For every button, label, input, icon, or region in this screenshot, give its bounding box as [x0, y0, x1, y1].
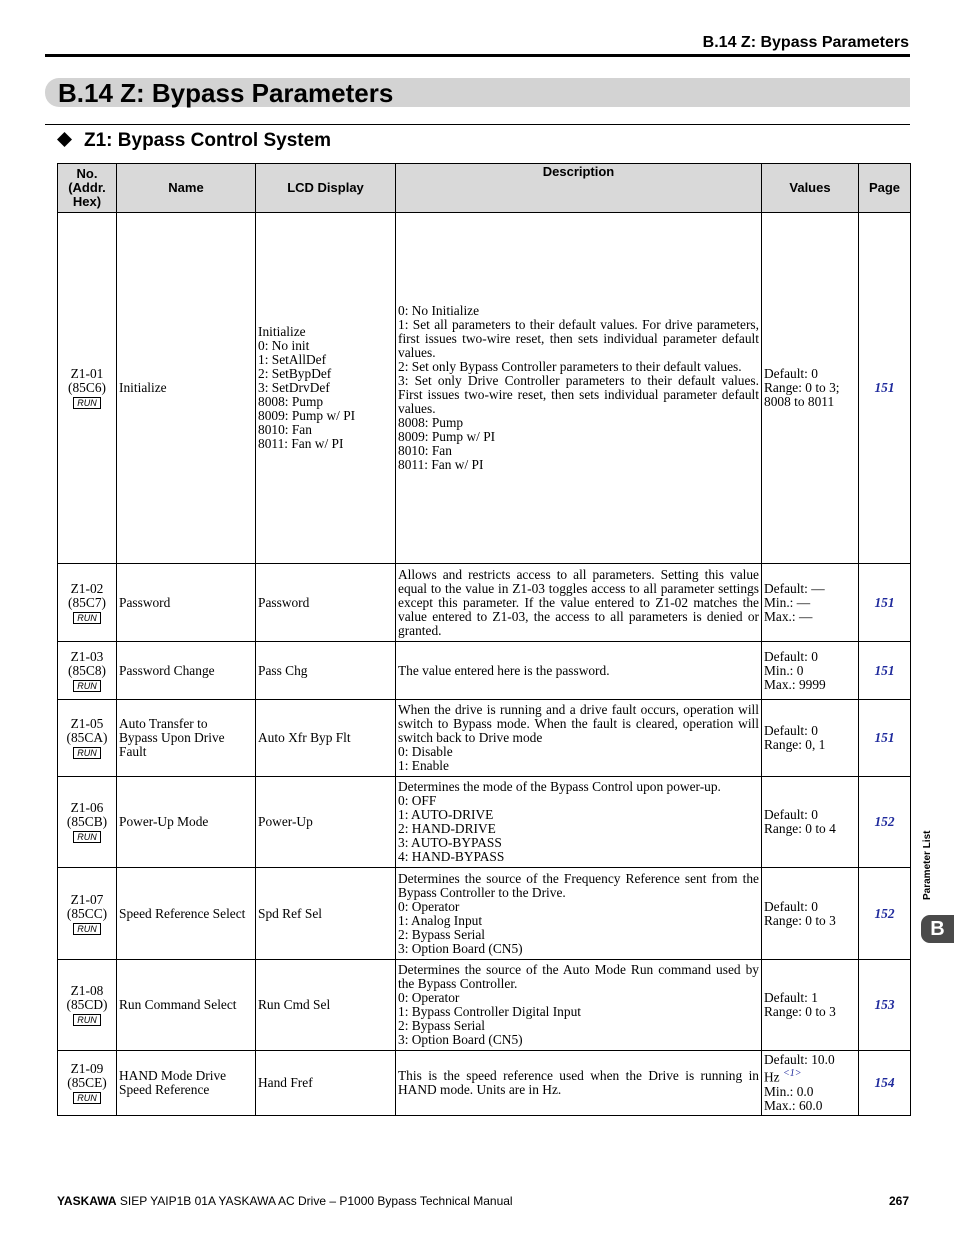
- table-row: [58, 868, 911, 960]
- table-row: [58, 777, 911, 868]
- header-lcd-display: LCD Display: [256, 164, 396, 213]
- side-label: Parameter List: [922, 830, 933, 900]
- param-number: Z1-02 (85C7) RUN: [58, 564, 117, 642]
- header-no: No. (Addr. Hex): [58, 164, 117, 213]
- param-name: Initialize: [117, 213, 256, 564]
- table-row: [58, 213, 911, 564]
- param-description: Determines the source of the Frequency Reference sent from the Bypass Controller to the Drive. 0: Operator 1: Analog Input 2: Bypass Serial 3: Option Board (CN5): [396, 868, 762, 960]
- page-link[interactable]: 151: [859, 213, 911, 564]
- header-values: Values: [762, 164, 859, 213]
- diamond-bullet-icon: [57, 132, 72, 147]
- param-lcd: Run Cmd Sel: [256, 960, 396, 1051]
- param-description: When the drive is running and a drive fault occurs, operation will switch to Bypass mode. When the fault is cleared, operation will switch back to Drive mode 0: Disable 1: Enable: [396, 700, 762, 777]
- param-description: 0: No Initialize 1: Set all parameters to their default values. For drive parameters, first issues two-wire reset, then sets individual parameter default values. 2: Set only Bypass Controller parameters to their default values. 3: Set only Drive Controller parameters to their default values. First issues two-wire reset, then sets individual parameter default values. 8008: Pump 8009: Pump w/ PI 8010: Fan 8011: Fan w/ PI: [396, 213, 762, 564]
- footer-text: YASKAWA SIEP YAIP1B 01A YASKAWA AC Drive – P1000 Bypass Technical Manual: [57, 1194, 513, 1208]
- section-rule: [45, 124, 910, 125]
- param-description: Determines the mode of the Bypass Control upon power-up. 0: OFF 1: AUTO-DRIVE 2: HAND-DRIVE 3: AUTO-BYPASS 4: HAND-BYPASS: [396, 777, 762, 868]
- param-values: Default: — Min.: — Max.: —: [762, 564, 859, 642]
- param-lcd: Spd Ref Sel: [256, 868, 396, 960]
- run-badge: RUN: [73, 747, 101, 759]
- param-number: Z1-09 (85CE) RUN: [58, 1051, 117, 1116]
- table-row: [58, 700, 911, 777]
- run-badge: RUN: [73, 1092, 101, 1104]
- param-values: Default: 0 Min.: 0 Max.: 9999: [762, 642, 859, 700]
- subsection-title: Z1: Bypass Control System: [84, 130, 332, 151]
- param-name: Password: [117, 564, 256, 642]
- parameter-table: [57, 163, 911, 1116]
- param-number: Z1-03 (85C8) RUN: [58, 642, 117, 700]
- param-number: Z1-06 (85CB) RUN: [58, 777, 117, 868]
- param-lcd: Power-Up: [256, 777, 396, 868]
- param-values: Default: 1 Range: 0 to 3: [762, 960, 859, 1051]
- page-link[interactable]: 152: [859, 777, 911, 868]
- header-description: Description: [396, 164, 762, 213]
- param-number: Z1-07 (85CC) RUN: [58, 868, 117, 960]
- param-description: This is the speed reference used when the Drive is running in HAND mode. Units are in Hz.: [396, 1051, 762, 1116]
- run-badge: RUN: [73, 923, 101, 935]
- header-page: Page: [859, 164, 911, 213]
- running-head: B.14 Z: Bypass Parameters: [702, 34, 909, 51]
- page-link[interactable]: 153: [859, 960, 911, 1051]
- param-values: Default: 0 Range: 0 to 3: [762, 868, 859, 960]
- param-values: Default: 0 Range: 0, 1: [762, 700, 859, 777]
- param-description: The value entered here is the password.: [396, 642, 762, 700]
- param-lcd: Pass Chg: [256, 642, 396, 700]
- param-values: Default: 10.0 Hz $^{<1>}$ Min.: 0.0 Max.: 60.0: [762, 1051, 859, 1116]
- param-name: Password Change: [117, 642, 256, 700]
- param-name: Auto Transfer to Bypass Upon Drive Fault: [117, 700, 256, 777]
- section-title: B.14 Z: Bypass Parameters: [58, 78, 394, 108]
- param-values: Default: 0 Range: 0 to 3; 8008 to 8011: [762, 213, 859, 564]
- param-description: Allows and restricts access to all parameters. Setting this value equal to the value in Z1-03 toggles access to all parameter settings except this parameter. If the value entered to Z1-02 matches the value entered to Z1-03, the access to all parameters is denied or granted.: [396, 564, 762, 642]
- table-row: [58, 642, 911, 700]
- page-link[interactable]: 154: [859, 1051, 911, 1116]
- table-row: [58, 564, 911, 642]
- run-badge: RUN: [73, 680, 101, 692]
- page-link[interactable]: 151: [859, 700, 911, 777]
- param-lcd: Initialize 0: No init 1: SetAllDef 2: SetBypDef 3: SetDrvDef 8008: Pump 8009: Pump w/ PI 8010: Fan 8011: Fan w/ PI: [256, 213, 396, 564]
- param-name: HAND Mode Drive Speed Reference: [117, 1051, 256, 1116]
- param-values: Default: 0 Range: 0 to 4: [762, 777, 859, 868]
- param-name: Power-Up Mode: [117, 777, 256, 868]
- table-header-row: [58, 164, 911, 213]
- page-link[interactable]: 152: [859, 868, 911, 960]
- param-name: Run Command Select: [117, 960, 256, 1051]
- header-rule: [45, 54, 910, 57]
- page-number: 267: [888, 1194, 909, 1208]
- page-link[interactable]: 151: [859, 564, 911, 642]
- run-badge: RUN: [73, 612, 101, 624]
- appendix-tab[interactable]: B: [921, 915, 954, 943]
- footer-brand: YASKAWA: [57, 1194, 117, 1208]
- param-lcd: Hand Fref: [256, 1051, 396, 1116]
- param-number: Z1-05 (85CA) RUN: [58, 700, 117, 777]
- param-lcd: Password: [256, 564, 396, 642]
- table-row: [58, 960, 911, 1051]
- param-name: Speed Reference Select: [117, 868, 256, 960]
- param-number: Z1-08 (85CD) RUN: [58, 960, 117, 1051]
- run-badge: RUN: [73, 397, 101, 409]
- page-link[interactable]: 151: [859, 642, 911, 700]
- param-lcd: Auto Xfr Byp Flt: [256, 700, 396, 777]
- run-badge: RUN: [73, 831, 101, 843]
- param-number: Z1-01 (85C6) RUN: [58, 213, 117, 564]
- footnote-ref[interactable]: <1>: [782, 1068, 802, 1080]
- run-badge: RUN: [73, 1014, 101, 1026]
- header-name: Name: [117, 164, 256, 213]
- param-description: Determines the source of the Auto Mode Run command used by the Bypass Controller. 0: Operator 1: Bypass Controller Digital Input 2: Bypass Serial 3: Option Board (CN5): [396, 960, 762, 1051]
- table-row: [58, 1051, 911, 1116]
